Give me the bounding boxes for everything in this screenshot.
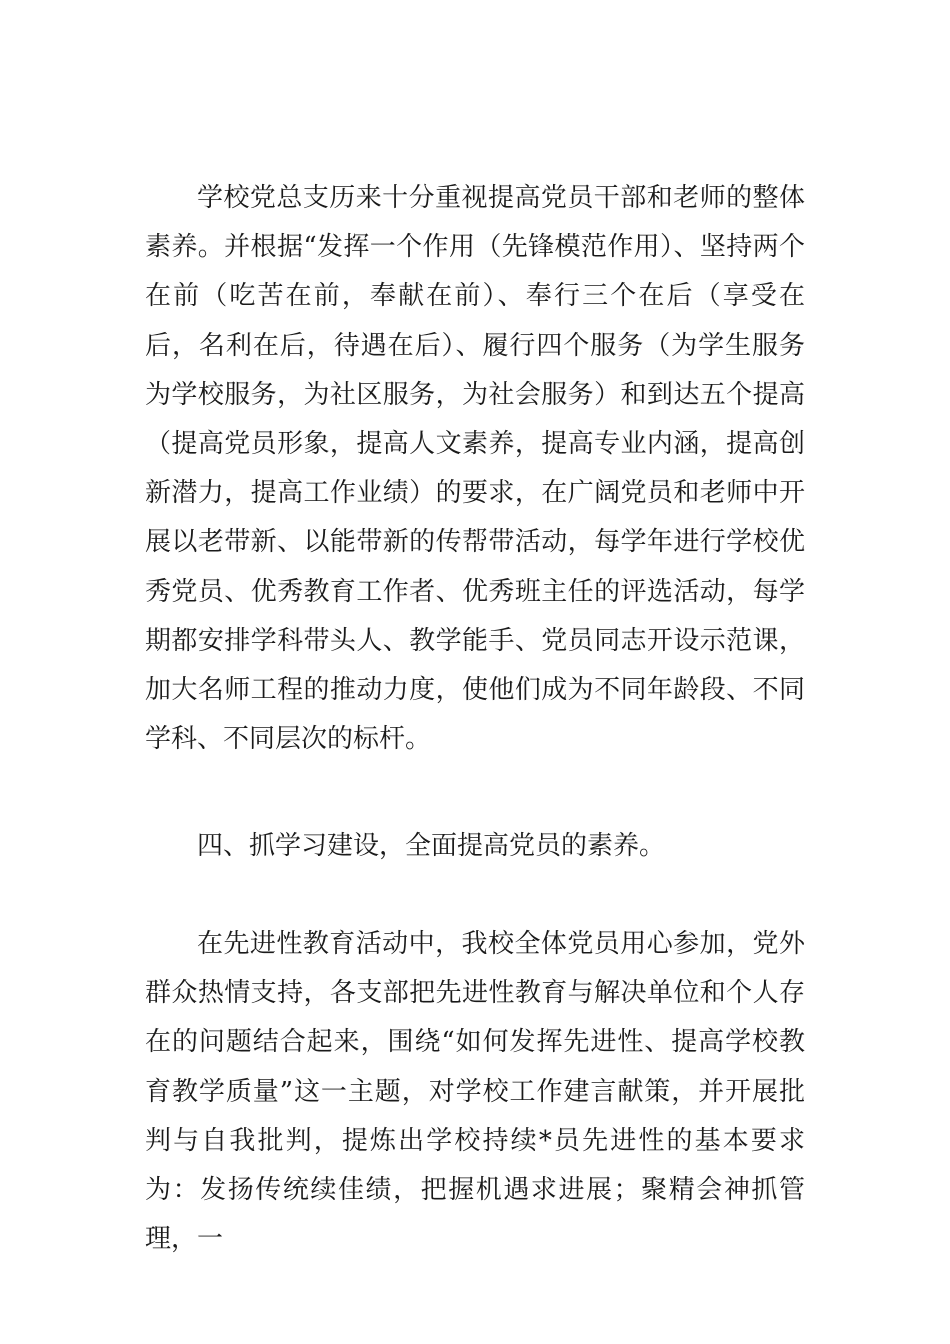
body-paragraph-1: 学校党总支历来十分重视提高党员干部和老师的整体素养。并根据“发挥一个作用（先锋模范作用）、坚持两个在前（吃苦在前，奉献在前）、奉行三个在后（享受在后，名利在后，待遇在后）、履行四个服务（为学生服务为学校服务，为社区服务，为社会服务）和到达五个提高（提高党员形象，提高人文素养，提高专业内涵，提高创新潜力，提高工作业绩）的要求，在广阔党员和老师中开展以老带新、以能带新的传帮带活动，每学年进行学校优秀党员、优秀教育工作者、优秀班主任的评选活动，每学期都安排学科带头人、教学能手、党员同志开设示范课，加大名师工程的推动力度，使他们成为不同年龄段、不同学科、不同层次的标杆。 [145,183,805,755]
body-paragraph-2: 在先进性教育活动中，我校全体党员用心参加，党外群众热情支持，各支部把先进性教育与解决单位和个人存在的问题结合起来，围绕“如何发挥先进性、提高学校教育教学质量”这一主题，对学校工作建言献策，并开展批判与自我批判，提炼出学校持续*员先进性的基本要求为：发扬传统续佳绩，把握机遇求进展；聚精会神抓管理，一 [145,929,805,1255]
section-heading-4: 四、抓学习建设，全面提高党员的素养。 [197,831,666,861]
